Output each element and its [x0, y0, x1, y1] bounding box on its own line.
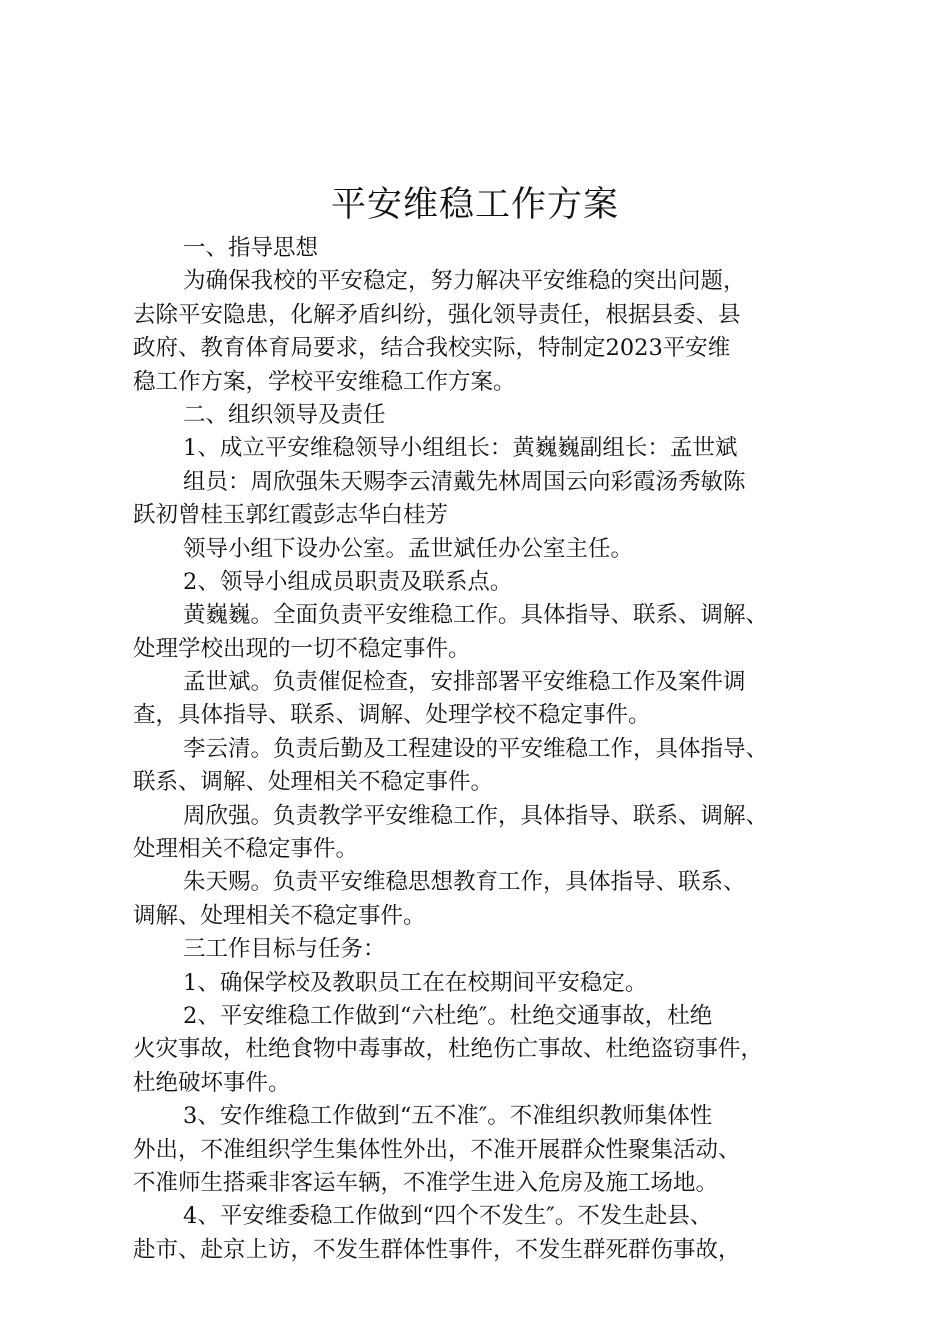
- paragraph-line: 处理学校出现的一切不稳定事件。: [133, 635, 471, 662]
- paragraph-line: 2、领导小组成员职责及联系点。: [183, 568, 513, 595]
- paragraph-line: 火灾事故，杜绝食物中毒事故，杜绝伤亡事故、杜绝盗窃事件，: [133, 1036, 764, 1063]
- section-heading: 二、组织领导及责任: [183, 401, 386, 428]
- paragraph-line: 去除平安隐患，化解矛盾纠纷，强化领导责任，根据县委、县: [133, 301, 741, 328]
- document-body: [133, 232, 833, 1267]
- paragraph-line: 孟世斌。负责催促检查，安排部署平安维稳工作及案件调: [183, 669, 746, 696]
- paragraph-line: 处理相关不稳定事件。: [133, 836, 359, 863]
- paragraph-line: 1、成立平安维稳领导小组组长：黄巍巍副组长：孟世斌: [183, 435, 738, 462]
- paragraph-line: 联系、调解、处理相关不稳定事件。: [133, 769, 494, 796]
- paragraph-line: 李云清。负责后勤及工程建设的平安维稳工作，具体指导、: [183, 735, 769, 762]
- paragraph-line: 赴市、赴京上访，不发生群体性事件，不发生群死群伤事故，: [133, 1236, 741, 1263]
- paragraph-line: 朱天赐。负责平安维稳思想教育工作，具体指导、联系、: [183, 869, 746, 896]
- paragraph-line: 外出，不准组织学生集体性外出，不准开展群众性聚集活动、: [133, 1136, 741, 1163]
- section-heading: 一、指导思想: [183, 235, 319, 261]
- document-title: 平安维稳工作方案: [330, 185, 619, 225]
- paragraph-line: 杜绝破坏事件。: [133, 1069, 291, 1096]
- paragraph-line: 不准师生搭乘非客运车辆，不准学生进入危房及施工场地。: [133, 1169, 719, 1196]
- paragraph-line: 领导小组下设办公室。孟世斌任办公室主任。: [183, 535, 634, 562]
- paragraph-line: 查，具体指导、联系、调解、处理学校不稳定事件。: [133, 702, 651, 729]
- section-heading: 三工作目标与任务：: [183, 936, 386, 963]
- paragraph-line: 黄巍巍。全面负责平安维稳工作。具体指导、联系、调解、: [183, 602, 769, 629]
- paragraph-line: 1、确保学校及教职员工在在校期间平安稳定。: [183, 969, 648, 996]
- paragraph-line: 组员：周欣强朱天赐李云清戴先林周国云向彩霞汤秀敏陈: [183, 468, 746, 495]
- paragraph-line: 政府、教育体育局要求，结合我校实际，特制定2023平安维: [133, 335, 731, 362]
- paragraph-line: 4、平安维委稳工作做到“四个不发生″。不发生赴县、: [183, 1203, 713, 1230]
- paragraph-line: 周欣强。负责教学平安维稳工作，具体指导、联系、调解、: [183, 802, 769, 829]
- paragraph-line: 3、安作维稳工作做到“五不准″。不准组织教师集体性: [183, 1103, 713, 1130]
- paragraph-line: 稳工作方案，学校平安维稳工作方案。: [133, 368, 516, 395]
- paragraph-line: 2、平安维稳工作做到“六杜绝″。杜绝交通事故，杜绝: [183, 1002, 713, 1029]
- paragraph-line: 为确保我校的平安稳定，努力解决平安维稳的突出问题，: [183, 268, 746, 295]
- paragraph-line: 调解、处理相关不稳定事件。: [133, 902, 426, 929]
- paragraph-line: 跃初曾桂玉郭红霞彭志华白桂芳: [133, 502, 449, 529]
